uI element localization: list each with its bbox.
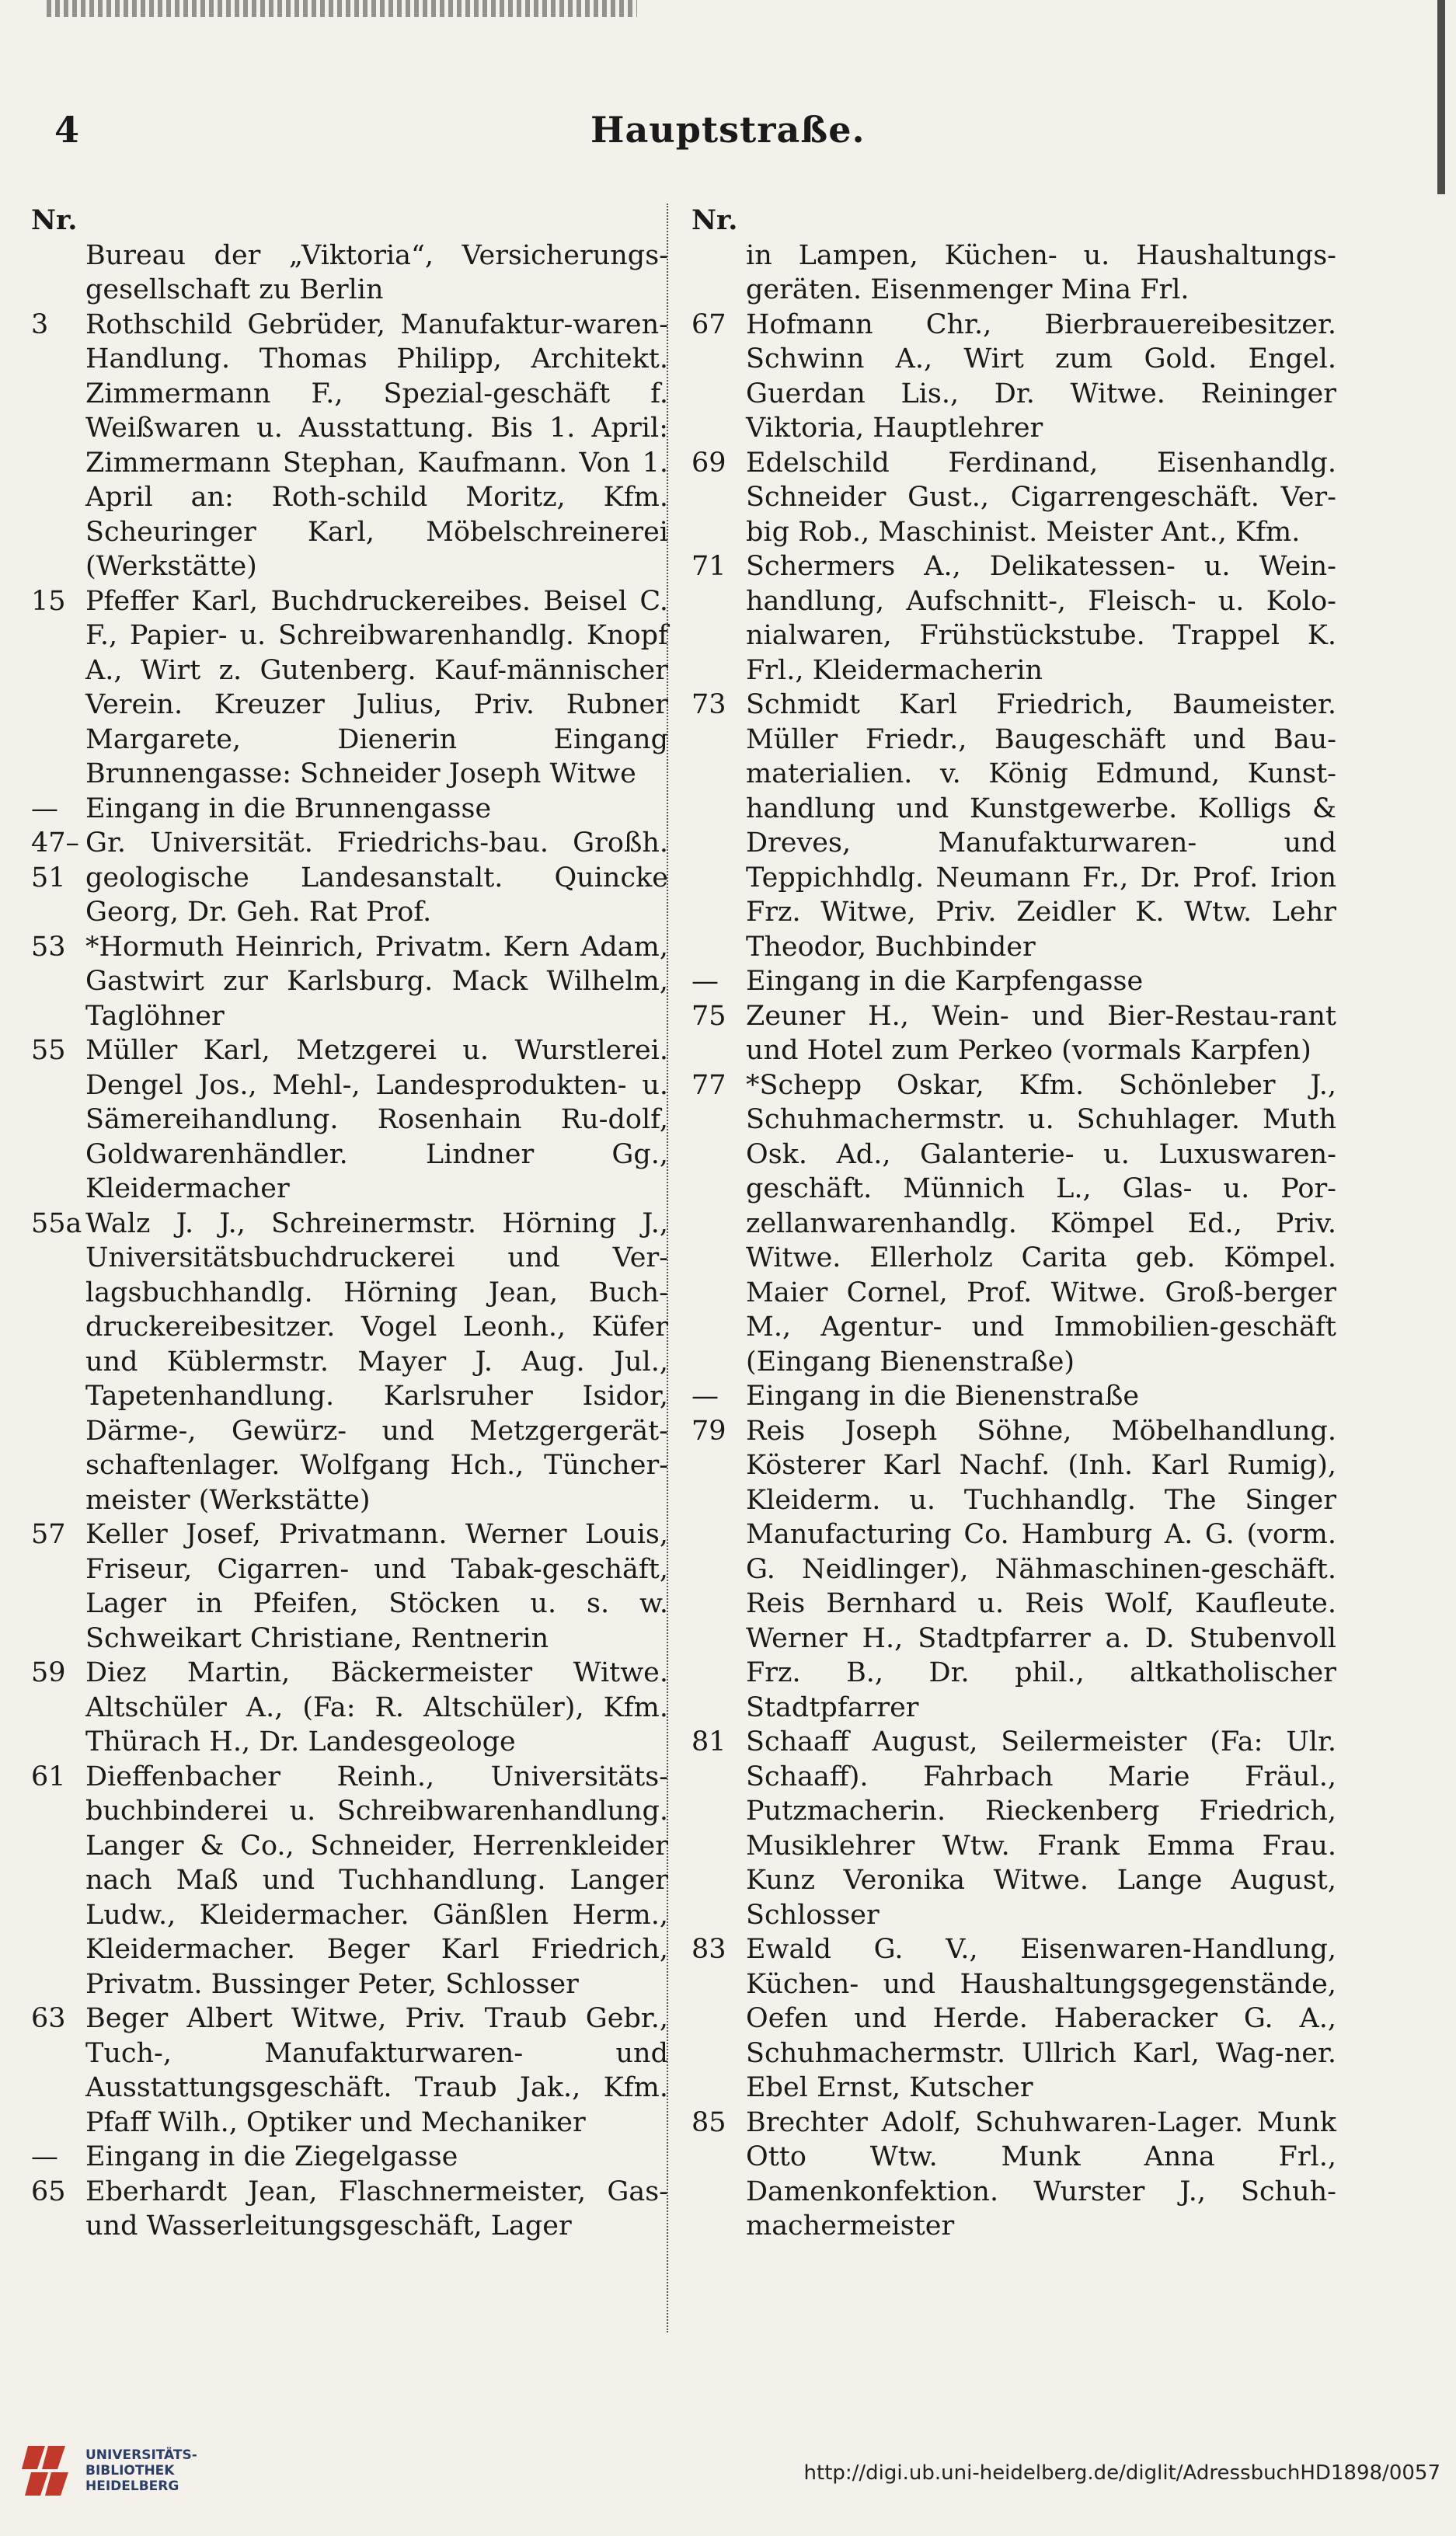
directory-entry [691,1725,1336,1932]
directory-entry [691,446,1336,550]
page-number: 4 [54,109,80,151]
entry-text: in Lampen, Küchen- u. Haushaltungs-geräten. Eisenmenger Mina Frl. [746,239,1336,305]
entry-text: Rothschild Gebrüder, Manufaktur-waren-Handlung. Thomas Philipp, Architekt. Zimmermann F., Spezial-geschäft f. Weißwaren u. Ausstattung. Bis 1. April: Zimmermann Stephan, Kaufmann. Von 1. April an: Roth-schild Moritz, Kfm. Scheuringer Karl, Möbelschreinerei (Werkstätte) [85,308,668,582]
directory-entry [691,964,1336,999]
house-number: — [691,1381,719,1412]
entry-text: Schmidt Karl Friedrich, Baumeister. Müller Friedr., Baugeschäft und Bau-materialien. v. König Edmund, Kunst-handlung und Kunstgewerbe. Kolligs & Dreves, Manufakturwaren- und Teppichhdlg. Neumann Fr., Dr. Prof. Irion Frz. Witwe, Priv. Zeidler K. Wtw. Lehr Theodor, Buchbinder [746,689,1336,963]
entry-text: Bureau der „Viktoria“, Versicherungs-gesellschaft zu Berlin [85,239,668,305]
directory-entry [691,549,1336,688]
page-edge-shadow [1437,0,1445,194]
house-number: 3 [31,308,49,340]
entry-text: Pfeffer Karl, Buchdruckereibes. Beisel C. F., Papier- u. Schreibwarenhandlg. Knopf A., Wirt z. Gutenberg. Kauf-männischer Verein. Kreuzer Julius, Priv. Rubner Margarete, Dienerin Eingang Brunnengasse: Schneider Joseph Witwe [85,585,668,789]
directory-entry [31,826,668,930]
house-number: 61 [31,1761,66,1792]
house-number: 65 [31,2175,66,2207]
directory-entry [31,930,668,1034]
house-number: 85 [691,2106,726,2138]
entry-text: Beger Albert Witwe, Priv. Traub Gebr., Tuch-, Manufakturwaren- und Ausstattungsgeschäft. Traub Jak., Kfm. Pfaff Wilh., Optiker und Mechaniker [85,2003,668,2138]
entry-text: Eingang in die Ziegelgasse [85,2141,458,2172]
house-number: 81 [691,1726,726,1757]
house-number: 73 [691,689,726,720]
house-number: 63 [31,2003,66,2034]
directory-entry [31,2140,668,2175]
house-number: 79 [691,1415,726,1447]
house-number: 77 [691,1069,726,1101]
entry-text: Zeuner H., Wein- und Bier-Restau-rant und Hotel zum Perkeo (vormals Karpfen) [746,1000,1336,1066]
column-header: Nr. [691,204,738,236]
entry-text: Keller Josef, Privatmann. Werner Louis, Friseur, Cigarren- und Tabak-geschäft, Lager in Pfeifen, Stöcken u. s. w. Schweikart Christiane, Rentnerin [85,1519,668,1654]
directory-entry [31,1033,668,1207]
entry-text: Eingang in die Karpfengasse [746,966,1144,997]
house-number: 69 [691,447,726,479]
house-number: 47–51 [31,827,80,894]
house-number: — [691,966,719,997]
directory-entry [31,1760,668,2002]
directory-entry [691,1932,1336,2106]
university-library-logo-icon [22,2438,78,2500]
house-number: 53 [31,931,66,963]
directory-entry [691,1068,1336,1380]
house-number: 83 [691,1934,726,1965]
directory-entry [31,1207,668,1518]
entry-text: Walz J. J., Schreinermstr. Hörning J., Universitätsbuchdruckerei und Ver-lagsbuchhandlg. Hörning Jean, Buch-druckereibesitzer. Vogel Leonh., Küfer und Küblermstr. Mayer J. Aug. Jul., Tapetenhandlung. Karlsruher Isidor, Därme-, Gewürz- und Metzgergerät-schaftenlager. Wolfgang Hch., Tüncher-meister (Werkstätte) [85,1207,668,1516]
right-column [691,204,1336,2244]
house-number: 75 [691,1000,726,1032]
running-head: Hauptstraße. [590,109,866,151]
directory-entry [31,792,668,827]
entry-text: Ewald G. V., Eisenwaren-Handlung, Küchen- und Haushaltungsgegenstände, Oefen und Herde. Haberacker G. A., Schuhmachermstr. Ullrich Karl, Wag-ner. Ebel Ernst, Kutscher [746,1934,1336,2103]
house-number: 67 [691,308,726,340]
library-name: UNIVERSITÄTS- BIBLIOTHEK HEIDELBERG [85,2447,197,2494]
entry-text: Gr. Universität. Friedrichs-bau. Großh. geologische Landesanstalt. Quincke Georg, Dr. Geh. Rat Prof. [85,827,668,928]
entry-text: Diez Martin, Bäckermeister Witwe. Altschüler A., (Fa: R. Altschüler), Kfm. Thürach H., Dr. Landesgeologe [85,1657,668,1757]
directory-entry [31,2175,668,2244]
scan-artifact [47,0,637,17]
directory-entry [31,1517,668,1656]
entry-text: Eingang in die Bienenstraße [746,1381,1140,1412]
house-number: 15 [31,585,66,617]
entry-text: Eberhardt Jean, Flaschnermeister, Gas- und Wasserleitungsgeschäft, Lager [85,2175,668,2242]
directory-entry [691,1379,1336,1414]
entry-list [691,239,1336,2244]
house-number: 55a [31,1207,82,1239]
house-number: 57 [31,1519,66,1550]
house-number: 55 [31,1035,66,1066]
entry-text: *Schepp Oskar, Kfm. Schönleber J., Schuhmachermstr. u. Schuhlager. Muth Osk. Ad., Galanterie- u. Luxuswaren-geschäft. Münnich L., Glas- u. Por-zellanwarenhandlg. Kömpel Ed., Priv. Witwe. Ellerholz Carita geb. Kömpel. Maier Cornel, Prof. Witwe. Groß-berger M., Agentur- und Immobilien-geschäft (Eingang Bienenstraße) [746,1069,1336,1378]
house-number: — [31,2141,58,2172]
entry-list [31,239,668,2244]
entry-text: Schermers A., Delikatessen- u. Wein-handlung, Aufschnitt-, Fleisch- u. Kolo-nialwaren, Frühstückstube. Trappel K. Frl., Kleidermacherin [746,551,1336,686]
directory-entry [691,1414,1336,1726]
entry-text: *Hormuth Heinrich, Privatm. Kern Adam, Gastwirt zur Karlsburg. Mack Wilhelm, Taglöhner [85,931,668,1032]
house-number [691,239,746,308]
footer [0,2415,1456,2536]
entry-text: Schaaff August, Seilermeister (Fa: Ulr. Schaaff). Fahrbach Marie Fräul., Putzmacherin. Rieckenberg Friedrich, Musiklehrer Wtw. Frank Emma Frau. Kunz Veronika Witwe. Lange August, Schlosser [746,1726,1336,1931]
directory-entry [31,239,668,308]
column-header: Nr. [31,204,78,236]
directory-entry [691,239,1336,308]
entry-text: Edelschild Ferdinand, Eisenhandlg. Schneider Gust., Cigarrengeschäft. Ver-big Rob., Maschinist. Meister Ant., Kfm. [746,447,1336,548]
directory-entry [691,999,1336,1068]
entry-text: Reis Joseph Söhne, Möbelhandlung. Kösterer Karl Nachf. (Inh. Karl Rumig), Kleiderm. u. Tuchhandlg. The Singer Manufacturing Co. Hamburg A. G. (vorm. G. Neidlinger), Nähmaschinen-geschäft. Reis Bernhard u. Reis Wolf, Kaufleute. Werner H., Stadtpfarrer a. D. Stubenvoll Frz. B., Dr. phil., altkatholischer Stadtpfarrer [746,1415,1336,1723]
house-number: 59 [31,1657,66,1688]
entry-text: Hofmann Chr., Bierbrauereibesitzer. Schwinn A., Wirt zum Gold. Engel. Guerdan Lis., Dr. Witwe. Reininger Viktoria, Hauptlehrer [746,308,1336,444]
directory-entry [31,308,668,584]
entry-text: Brechter Adolf, Schuhwaren-Lager. Munk Otto Wtw. Munk Anna Frl., Damenkonfektion. Wurster J., Schuh-machermeister [746,2106,1336,2242]
entry-text: Eingang in die Brunnengasse [85,792,492,824]
directory-entry [31,1656,668,1760]
entry-text: Dieffenbacher Reinh., Universitäts-buchbinderei u. Schreibwarenhandlung. Langer & Co., Schneider, Herrenkleider nach Maß und Tuchhandlung. Langer Ludw., Kleidermacher. Gänßlen Herm., Kleidermacher. Beger Karl Friedrich, Privatm. Bussinger Peter, Schlosser [85,1761,668,2000]
directory-entry [31,584,668,792]
source-url-link[interactable]: http://digi.ub.uni-heidelberg.de/diglit/AdressbuchHD1898/0057 [803,2461,1440,2485]
house-number: 71 [691,551,726,582]
directory-entry [691,688,1336,964]
left-column [31,204,668,2244]
directory-entry [691,2106,1336,2244]
directory-entry [31,2001,668,2140]
house-number [31,239,85,308]
directory-entry [691,308,1336,446]
house-number: — [31,792,58,824]
entry-text: Müller Karl, Metzgerei u. Wurstlerei. Dengel Jos., Mehl-, Landesprodukten- u. Sämereihandlung. Rosenhain Ru-dolf, Goldwarenhändler. Lindner Gg., Kleidermacher [85,1035,668,1204]
